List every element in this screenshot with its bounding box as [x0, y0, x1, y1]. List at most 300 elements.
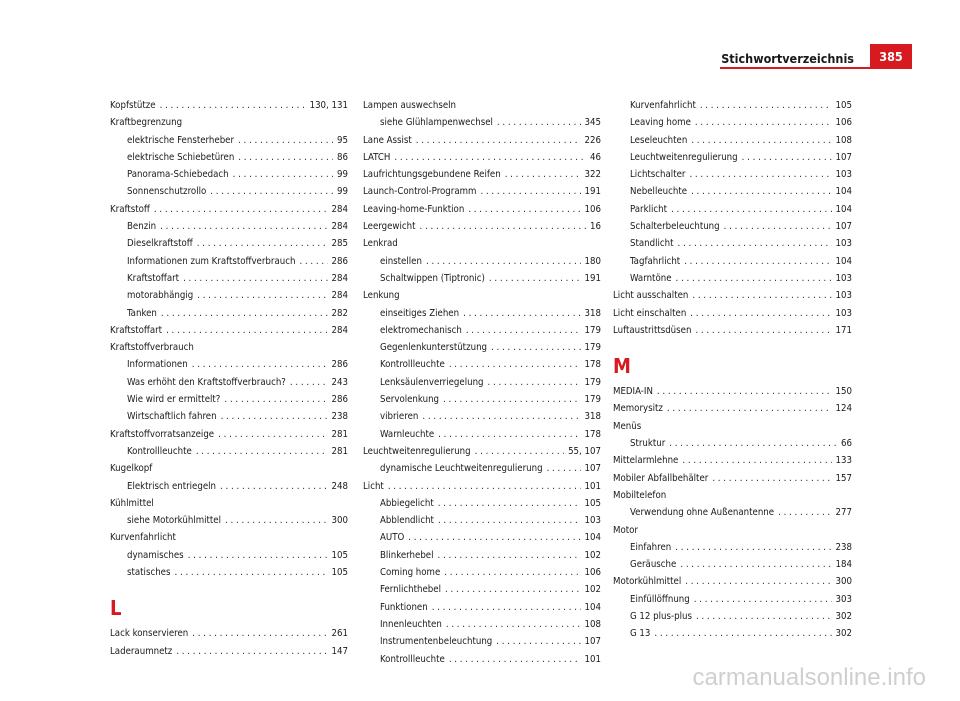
page-reference: 107	[584, 636, 601, 648]
index-term: Parklicht	[630, 203, 668, 215]
page-reference: 101	[584, 653, 601, 665]
dot-leader	[700, 97, 832, 114]
index-term: G 12 plus-plus	[630, 611, 692, 623]
dot-leader	[188, 547, 328, 564]
page-reference: 106	[584, 203, 601, 215]
dot-leader	[694, 591, 832, 608]
index-subentry	[110, 253, 348, 270]
page-reference: 302	[835, 611, 852, 623]
page-reference: 99	[337, 186, 348, 198]
index-entry	[363, 287, 601, 304]
index-subentry	[363, 599, 601, 616]
page-reference: 66	[841, 438, 852, 450]
page-reference: 284	[331, 324, 348, 336]
index-term: Kraftstoffart	[110, 324, 163, 336]
index-entry	[363, 443, 601, 460]
index-term: Tagfahrlicht	[630, 255, 681, 267]
index-entry	[110, 460, 348, 477]
index-term: Lenkrad	[363, 238, 398, 250]
index-term: Motorkühlmittel	[613, 576, 682, 588]
index-entry	[363, 149, 601, 166]
dot-leader	[299, 253, 327, 270]
index-subentry	[110, 374, 348, 391]
dot-leader	[676, 270, 832, 287]
index-subentry	[110, 183, 348, 200]
dot-leader	[160, 97, 306, 114]
page-reference: 179	[584, 324, 601, 336]
index-term: Geräusche	[630, 559, 677, 571]
dot-leader	[547, 460, 581, 477]
page-reference: 103	[835, 272, 852, 284]
page-reference: 106	[584, 567, 601, 579]
index-term: Kurvenfahrlicht	[110, 532, 176, 544]
index-term: Was erhöht den Kraftstoffverbrauch?	[127, 376, 286, 388]
dot-leader	[463, 305, 580, 322]
page-reference: 103	[835, 307, 852, 319]
index-subentry	[363, 564, 601, 581]
index-term: Kontrollleuchte	[380, 359, 445, 371]
index-entry	[363, 235, 601, 252]
dot-leader	[695, 322, 831, 339]
index-entry	[110, 625, 348, 642]
index-subentry	[363, 460, 601, 477]
index-entry	[613, 487, 852, 504]
page-number-badge	[870, 44, 912, 69]
page-reference: 281	[331, 445, 348, 457]
index-subentry	[613, 608, 852, 625]
dot-leader	[466, 322, 581, 339]
page-reference: 286	[331, 394, 348, 406]
page-reference: 184	[835, 559, 852, 571]
index-term: Sonnenschutzrollo	[127, 186, 207, 198]
index-subentry	[363, 512, 601, 529]
index-term: Menüs	[613, 420, 642, 432]
page-reference: 178	[584, 428, 601, 440]
index-term: Benzin	[127, 221, 157, 233]
page-reference: 130, 131	[309, 100, 348, 111]
page-reference: 147	[331, 645, 348, 657]
page-reference: 318	[584, 411, 601, 423]
dot-leader	[233, 166, 333, 183]
index-column-1	[110, 97, 348, 660]
page-reference: 107	[835, 221, 852, 233]
index-term: AUTO	[380, 532, 405, 544]
dot-leader	[192, 356, 328, 373]
index-term: Memorysitz	[613, 403, 663, 415]
index-entry	[110, 201, 348, 218]
index-subentry	[363, 356, 601, 373]
index-term: Motor	[613, 524, 638, 536]
index-term: Schalterbeleuchtung	[630, 221, 720, 233]
index-term: Instrumentenbeleuchtung	[380, 636, 493, 648]
dot-leader	[692, 287, 831, 304]
index-column-3	[613, 97, 852, 643]
dot-leader	[489, 270, 581, 287]
index-term: einstellen	[380, 255, 422, 267]
dot-leader	[667, 400, 832, 417]
index-term: Mobiltelefon	[613, 489, 667, 501]
page-reference: 191	[584, 186, 601, 198]
index-term: Standlicht	[630, 238, 674, 250]
index-term: Informationen zum Kraftstoffverbrauch	[127, 255, 296, 267]
section-letter: L	[110, 596, 122, 621]
index-subentry	[363, 581, 601, 598]
index-subentry	[110, 270, 348, 287]
index-term: Schaltwippen (Tiptronic)	[380, 272, 485, 284]
dot-leader	[496, 633, 580, 650]
index-entry	[613, 470, 852, 487]
page-reference: 284	[331, 221, 348, 233]
page-reference: 300	[835, 576, 852, 588]
page-reference: 150	[835, 386, 852, 398]
page-reference: 103	[835, 238, 852, 250]
index-entry	[110, 643, 348, 660]
dot-leader	[488, 374, 581, 391]
index-term: Wirtschaftlich fahren	[127, 411, 217, 423]
index-term: Struktur	[630, 438, 666, 450]
dot-leader	[221, 408, 328, 425]
index-subentry	[363, 408, 601, 425]
index-subentry	[613, 539, 852, 556]
index-term: Kurvenfahrlicht	[630, 100, 696, 111]
dot-leader	[197, 287, 327, 304]
index-term: Kraftstoffverbrauch	[110, 342, 194, 354]
index-entry	[613, 452, 852, 469]
dot-leader	[654, 625, 831, 642]
dot-leader	[408, 529, 580, 546]
index-subentry	[613, 625, 852, 642]
dot-leader	[166, 322, 327, 339]
page-reference: 16	[590, 221, 601, 233]
index-term: Kraftbegrenzung	[110, 117, 183, 129]
page-reference: 248	[331, 480, 348, 492]
dot-leader	[183, 270, 327, 287]
page-reference: 102	[584, 549, 601, 561]
index-subentry	[363, 374, 601, 391]
page-reference: 157	[835, 472, 852, 484]
index-term: Abbiegelicht	[380, 497, 434, 509]
dot-leader	[449, 356, 581, 373]
dot-leader	[497, 114, 581, 131]
page-reference: 105	[331, 549, 348, 561]
index-term: Warntöne	[630, 272, 672, 284]
page-reference: 95	[337, 134, 348, 146]
index-subentry	[613, 183, 852, 200]
index-term: Licht	[363, 480, 384, 492]
dot-leader	[438, 512, 581, 529]
dot-leader	[468, 201, 580, 218]
dot-leader	[174, 564, 327, 581]
index-entry	[613, 322, 852, 339]
index-subentry	[363, 547, 601, 564]
page-reference: 107	[835, 151, 852, 163]
index-term: Laufrichtungsgebundene Reifen	[363, 169, 501, 181]
index-subentry	[363, 253, 601, 270]
dot-leader	[724, 218, 832, 235]
index-term: Licht einschalten	[613, 307, 687, 319]
page-reference: 105	[331, 567, 348, 579]
page-reference: 302	[835, 628, 852, 640]
dot-leader	[669, 435, 837, 452]
index-subentry	[613, 435, 852, 452]
page-reference: 238	[331, 411, 348, 423]
page-reference: 284	[331, 290, 348, 302]
index-term: Lampen auswechseln	[363, 100, 457, 111]
index-entry	[363, 97, 601, 114]
index-term: Dieselkraftstoff	[127, 238, 193, 250]
index-entry	[363, 183, 601, 200]
dot-leader	[480, 183, 580, 200]
index-entry	[110, 322, 348, 339]
dot-leader	[689, 166, 831, 183]
index-term: Leaving-home-Funktion	[363, 203, 465, 215]
dot-leader	[238, 132, 333, 149]
index-subentry	[110, 547, 348, 564]
dot-leader	[192, 625, 327, 642]
dot-leader	[154, 201, 328, 218]
index-subentry	[363, 616, 601, 633]
index-entry	[110, 426, 348, 443]
index-term: Kopfstütze	[110, 100, 156, 111]
index-term: Fernlichthebel	[380, 584, 441, 596]
index-subentry	[110, 443, 348, 460]
page-reference: 261	[331, 628, 348, 640]
dot-leader	[678, 235, 832, 252]
page-reference: 284	[331, 272, 348, 284]
index-term: G 13	[630, 628, 651, 640]
index-entry	[110, 97, 348, 114]
index-term: LATCH	[363, 151, 391, 163]
index-entry	[363, 218, 601, 235]
dot-leader	[657, 383, 832, 400]
dot-leader	[691, 132, 831, 149]
page-reference: 133	[835, 455, 852, 467]
dot-leader	[685, 573, 831, 590]
index-entry	[363, 132, 601, 149]
page-reference: 124	[835, 403, 852, 415]
index-term: siehe Motorkühlmittel	[127, 515, 221, 527]
page-reference: 104	[584, 601, 601, 613]
page-reference: 104	[835, 255, 852, 267]
index-term: Leuchtweitenregulierung	[363, 445, 471, 457]
index-term: dynamische Leuchtweitenregulierung	[380, 463, 543, 475]
dot-leader	[682, 452, 831, 469]
index-term: Laderaumnetz	[110, 645, 173, 657]
index-subentry	[613, 591, 852, 608]
index-term: Launch-Control-Programm	[363, 186, 477, 198]
index-term: Leergewicht	[363, 221, 416, 233]
index-term: Einfüllöffnung	[630, 593, 690, 605]
dot-leader	[446, 616, 581, 633]
page-reference: 191	[584, 272, 601, 284]
dot-leader	[445, 581, 581, 598]
index-term: Luftaustrittsdüsen	[613, 324, 692, 336]
page-reference: 86	[337, 151, 348, 163]
dot-leader	[224, 391, 327, 408]
index-subentry	[110, 287, 348, 304]
index-term: Tanken	[127, 307, 157, 319]
page-reference: 104	[584, 532, 601, 544]
index-entry	[613, 400, 852, 417]
dot-leader	[742, 149, 832, 166]
page-reference: 322	[584, 169, 601, 181]
index-subentry	[110, 149, 348, 166]
index-entry	[110, 529, 348, 546]
index-term: Lenksäulenverriegelung	[380, 376, 484, 388]
index-term: Nebelleuchte	[630, 186, 688, 198]
index-subentry	[110, 166, 348, 183]
section-letter: M	[613, 354, 631, 379]
dot-leader	[210, 183, 333, 200]
index-subentry	[363, 270, 601, 287]
page-reference: 179	[584, 376, 601, 388]
page-reference: 102	[584, 584, 601, 596]
page-reference: 178	[584, 359, 601, 371]
index-term: Verwendung ohne Außenantenne	[630, 507, 775, 519]
page-reference: 300	[331, 515, 348, 527]
index-term: Funktionen	[380, 601, 428, 613]
dot-leader	[671, 201, 832, 218]
index-entry	[363, 201, 601, 218]
index-subentry	[110, 564, 348, 581]
index-subentry	[363, 305, 601, 322]
page-reference: 105	[584, 497, 601, 509]
index-entry	[613, 305, 852, 322]
index-subentry	[613, 218, 852, 235]
index-term: Licht ausschalten	[613, 290, 689, 302]
dot-leader	[680, 556, 831, 573]
header-rule	[720, 67, 870, 69]
page-reference: 282	[331, 307, 348, 319]
index-term: vibrieren	[380, 411, 419, 423]
index-term: Lane Assist	[363, 134, 412, 146]
index-entry	[613, 522, 852, 539]
dot-leader	[220, 478, 327, 495]
page-number: 385	[879, 49, 903, 64]
page-reference: 171	[835, 324, 852, 336]
index-term: Servolenkung	[380, 394, 440, 406]
page-reference: 108	[584, 618, 601, 630]
index-subentry	[363, 529, 601, 546]
dot-leader	[422, 408, 580, 425]
dot-leader	[444, 564, 580, 581]
dot-leader	[196, 443, 328, 460]
index-subentry	[613, 132, 852, 149]
dot-leader	[197, 235, 328, 252]
dot-leader	[675, 539, 831, 556]
dot-leader	[426, 253, 581, 270]
dot-leader	[491, 339, 580, 356]
dot-leader	[690, 305, 831, 322]
index-subentry	[363, 495, 601, 512]
page-reference: 284	[331, 203, 348, 215]
index-subentry	[613, 235, 852, 252]
page-reference: 99	[337, 169, 348, 181]
dot-leader	[684, 253, 831, 270]
index-term: dynamisches	[127, 549, 184, 561]
dot-leader	[438, 547, 581, 564]
page-reference: 103	[835, 169, 852, 181]
page-reference: 180	[584, 255, 601, 267]
index-subentry	[363, 322, 601, 339]
dot-leader	[438, 495, 581, 512]
dot-leader	[238, 149, 333, 166]
index-subentry	[363, 391, 601, 408]
index-term: MEDIA-IN	[613, 386, 653, 398]
index-term: Kontrollleuchte	[380, 653, 445, 665]
index-term: siehe Glühlampenwechsel	[380, 117, 493, 129]
page-reference: 243	[331, 376, 348, 388]
index-term: Einfahren	[630, 541, 672, 553]
index-term: Coming home	[380, 567, 441, 579]
index-subentry	[110, 478, 348, 495]
page-reference: 103	[835, 290, 852, 302]
watermark: carmanualsonline.info	[692, 664, 926, 691]
page-reference: 281	[331, 428, 348, 440]
dot-leader	[712, 470, 831, 487]
index-term: Kraftstoff	[110, 203, 150, 215]
index-term: Kraftstoffvorratsanzeige	[110, 428, 215, 440]
index-subentry	[363, 339, 601, 356]
index-term: Leaving home	[630, 117, 691, 129]
index-term: statisches	[127, 567, 171, 579]
index-subentry	[613, 556, 852, 573]
index-term: einseitiges Ziehen	[380, 307, 460, 319]
index-term: elektrische Schiebetüren	[127, 151, 235, 163]
index-entry	[363, 478, 601, 495]
index-term: Mobiler Abfallbehälter	[613, 472, 709, 484]
index-term: Lenkung	[363, 290, 400, 302]
dot-leader	[161, 305, 328, 322]
page-reference: 179	[584, 342, 601, 354]
page-reference: 104	[835, 203, 852, 215]
index-entry	[110, 339, 348, 356]
index-term: Informationen	[127, 359, 188, 371]
index-term: motorabhängig	[127, 290, 194, 302]
index-term: Leseleuchten	[630, 134, 688, 146]
index-subentry	[110, 132, 348, 149]
index-entry	[363, 166, 601, 183]
index-entry	[613, 573, 852, 590]
page-reference: 286	[331, 255, 348, 267]
dot-leader	[443, 391, 580, 408]
dot-leader	[290, 374, 328, 391]
index-entry	[613, 383, 852, 400]
index-subentry	[110, 218, 348, 235]
dot-leader	[505, 166, 581, 183]
index-term: Kontrollleuchte	[127, 445, 192, 457]
page-reference: 226	[584, 134, 601, 146]
index-entry	[613, 287, 852, 304]
index-term: Kühlmittel	[110, 497, 154, 509]
dot-leader	[778, 504, 831, 521]
index-subentry	[363, 633, 601, 650]
index-term: elektrische Fensterheber	[127, 134, 235, 146]
index-subentry	[363, 114, 601, 131]
index-term: Kugelkopf	[110, 463, 153, 475]
index-term: Abblendlicht	[380, 515, 434, 527]
dot-leader	[696, 608, 832, 625]
index-subentry	[110, 305, 348, 322]
page-reference: 108	[835, 134, 852, 146]
page-title: Stichwortverzeichnis	[721, 51, 854, 66]
page-reference: 179	[584, 394, 601, 406]
index-subentry	[613, 149, 852, 166]
page-reference: 277	[835, 507, 852, 519]
dot-leader	[695, 114, 832, 131]
page-reference: 104	[835, 186, 852, 198]
page-reference: 106	[835, 117, 852, 129]
